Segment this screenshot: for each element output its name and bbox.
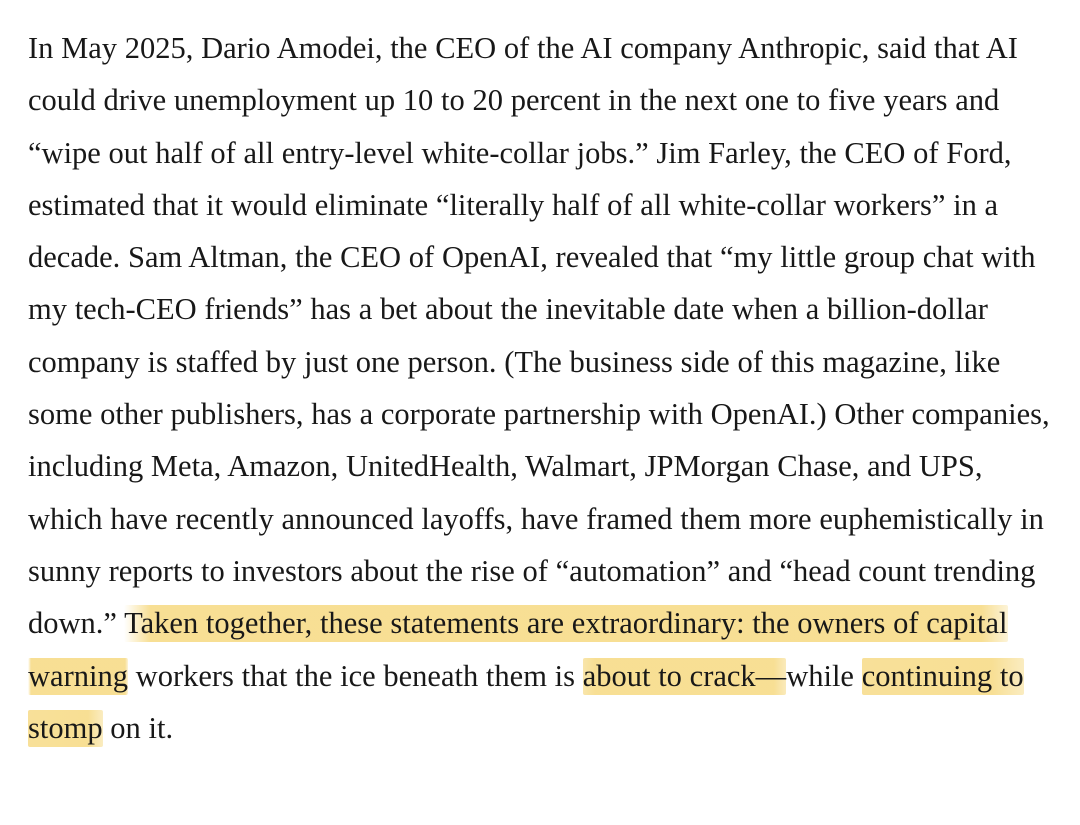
- highlighted-text-segment: about to crack—: [582, 658, 787, 693]
- text-segment: workers that the ice beneath them is: [127, 658, 583, 693]
- text-segment: In May 2025, Dario Amodei, the CEO of the AI company Anthropic, said that AI could drive unemployment up 10 to 20 percent in the next one to five years and “wipe out half of all entry-level white-collar jobs.” Jim Farley, the CEO of Ford, estimated that it would eliminate “literally half of all white-collar workers” in a decade. Sam Altman, the CEO of OpenAI, revealed that “my little group chat with my tech-CEO friends” has a bet about the inevitable date when a billion-dollar company is staffed by just one person. (The business side of this magazine, like some other publishers, has a corporate partnership with OpenAI.) Other companies, including Meta, Amazon, UnitedHealth, Walmart, JPMorgan Chase, and UPS, which have recently announced layoffs, have framed them more euphemistically in sunny reports to investors about the rise of “automation” and “head count trending down.”: [28, 31, 1050, 641]
- text-segment: while: [786, 658, 862, 693]
- text-segment: on it.: [102, 710, 174, 745]
- highlighted-text-segment: Taken together, these statements are extraordinary: the owners of capital warning: [28, 606, 1008, 693]
- body-paragraph: [28, 22, 1050, 754]
- highlighted-text-segment: continuing to stomp: [28, 658, 1024, 745]
